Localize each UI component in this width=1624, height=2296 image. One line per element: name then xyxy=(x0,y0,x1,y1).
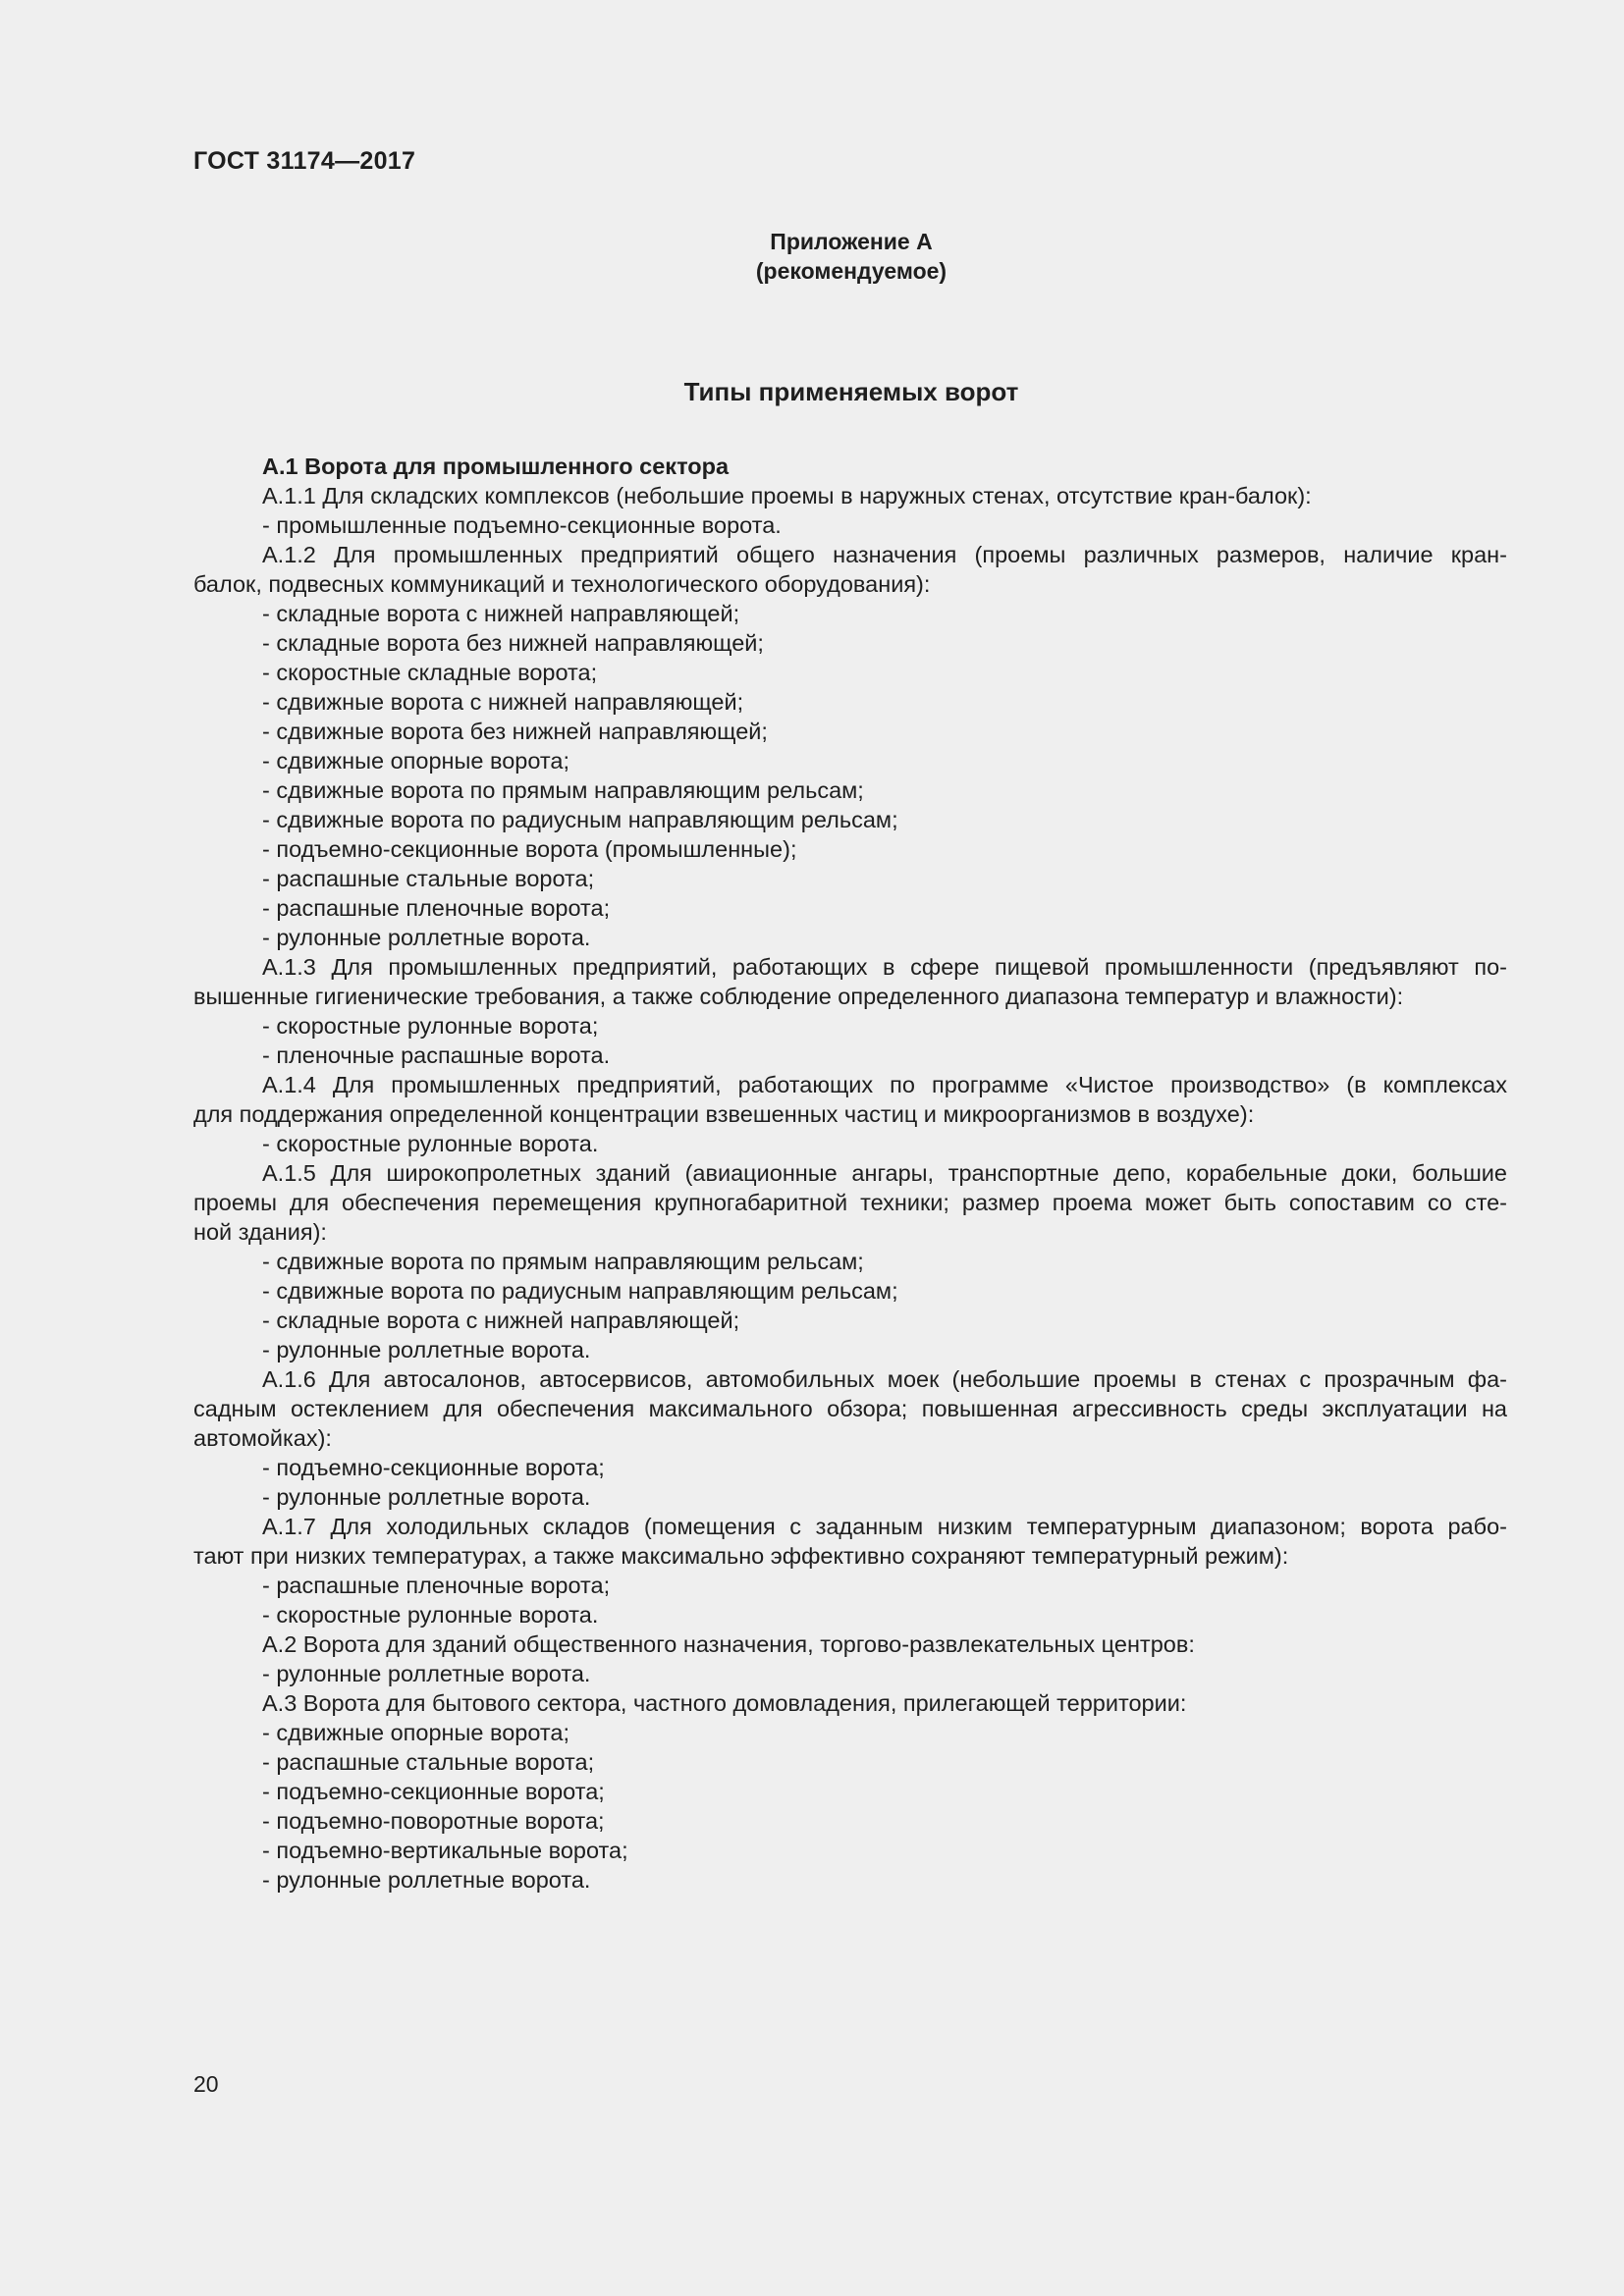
section-title: Типы применяемых ворот xyxy=(683,377,1019,406)
clause-a1-4-continuation: для поддержания определенной концентрации взвешенных частиц и микроорганизмов в воздухе): xyxy=(193,1101,1255,1127)
list-item: - рулонные роллетные ворота. xyxy=(262,1867,591,1893)
clause-a1-5-continuation: ной здания): xyxy=(193,1219,327,1245)
list-item: - скоростные рулонные ворота. xyxy=(262,1131,599,1156)
clause-a1-4: А.1.4 Для промышленных предприятий, работающих по программе «Чистое производство» (в комплексах xyxy=(262,1072,1507,1097)
list-item: - складные ворота с нижней направляющей; xyxy=(262,601,740,626)
list-item: - сдвижные ворота с нижней направляющей; xyxy=(262,689,744,715)
list-item: - сдвижные ворота без нижней направляющей; xyxy=(262,719,768,744)
list-item: - сдвижные ворота по радиусным направляющим рельсам; xyxy=(262,807,898,832)
list-item: - складные ворота с нижней направляющей; xyxy=(262,1308,740,1333)
clause-a2: А.2 Ворота для зданий общественного назначения, торгово-развлекательных центров: xyxy=(262,1631,1195,1657)
clause-a1-6: А.1.6 Для автосалонов, автосервисов, автомобильных моек (небольшие проемы в стенах с прозрачным фа- xyxy=(262,1366,1507,1392)
clause-a1-1: А.1.1 Для складских комплексов (небольшие проемы в наружных стенах, отсутствие кран-балок): xyxy=(262,483,1312,508)
clause-a1-2: А.1.2 Для промышленных предприятий общего назначения (проемы различных размеров, наличие кран- xyxy=(262,542,1507,567)
document-number: ГОСТ 31174—2017 xyxy=(193,147,416,175)
list-item: - подъемно-вертикальные ворота; xyxy=(262,1838,628,1863)
list-item: - рулонные роллетные ворота. xyxy=(262,1337,591,1362)
list-item: - промышленные подъемно-секционные ворота. xyxy=(262,512,782,538)
list-item: - сдвижные опорные ворота; xyxy=(262,748,570,774)
list-item: - сдвижные ворота по радиусным направляющим рельсам; xyxy=(262,1278,898,1304)
clause-a1-7-continuation: тают при низких температурах, а также максимально эффективно сохраняют температурный режим): xyxy=(193,1543,1289,1569)
list-item: - сдвижные ворота по прямым направляющим рельсам; xyxy=(262,777,864,803)
list-item: - распашные пленочные ворота; xyxy=(262,895,611,921)
list-item: - сдвижные ворота по прямым направляющим рельсам; xyxy=(262,1249,864,1274)
list-item: - пленочные распашные ворота. xyxy=(262,1042,611,1068)
list-item: - скоростные рулонные ворота; xyxy=(262,1013,599,1039)
list-item: - подъемно-секционные ворота (промышленные); xyxy=(262,836,797,862)
clause-a3: А.3 Ворота для бытового сектора, частного домовладения, прилегающей территории: xyxy=(262,1690,1187,1716)
list-item: - рулонные роллетные ворота. xyxy=(262,925,591,950)
list-item: - сдвижные опорные ворота; xyxy=(262,1720,570,1745)
clause-a1-5: А.1.5 Для широкопролетных зданий (авиационные ангары, транспортные депо, корабельные доки, большие xyxy=(262,1160,1507,1186)
list-item: - подъемно-секционные ворота; xyxy=(262,1779,605,1804)
list-item: - рулонные роллетные ворота. xyxy=(262,1484,591,1510)
clause-a1-6-continuation: садным остеклением для обеспечения максимального обзора; повышенная агрессивность среды эксплуатации на xyxy=(193,1396,1507,1421)
clause-a1-7: А.1.7 Для холодильных складов (помещения с заданным низким температурным диапазоном; ворота рабо- xyxy=(262,1514,1507,1539)
list-item: - распашные пленочные ворота; xyxy=(262,1573,611,1598)
list-item: - рулонные роллетные ворота. xyxy=(262,1661,591,1686)
appendix-status: (рекомендуемое) xyxy=(755,258,947,284)
clause-a1-3-continuation: вышенные гигиенические требования, а также соблюдение определенного диапазона температур и влажности): xyxy=(193,984,1404,1009)
subsection-heading-a1: А.1 Ворота для промышленного сектора xyxy=(262,454,730,479)
list-item: - складные ворота без нижней направляющей; xyxy=(262,630,764,656)
list-item: - распашные стальные ворота; xyxy=(262,1749,595,1775)
clause-a1-3: А.1.3 Для промышленных предприятий, работающих в сфере пищевой промышленности (предъявляют по- xyxy=(262,954,1507,980)
list-item: - подъемно-поворотные ворота; xyxy=(262,1808,605,1834)
list-item: - скоростные складные ворота; xyxy=(262,660,598,685)
page-number: 20 xyxy=(193,2071,219,2097)
list-item: - распашные стальные ворота; xyxy=(262,866,595,891)
list-item: - подъемно-секционные ворота; xyxy=(262,1455,605,1480)
clause-a1-6-continuation: автомойках): xyxy=(193,1425,332,1451)
document-body xyxy=(193,452,1507,1895)
clause-a1-2-continuation: балок, подвесных коммуникаций и технологического оборудования): xyxy=(193,571,931,597)
clause-a1-5-continuation: проемы для обеспечения перемещения крупногабаритной техники; размер проема может быть сопоставим со сте- xyxy=(193,1190,1507,1215)
list-item: - скоростные рулонные ворота. xyxy=(262,1602,599,1628)
appendix-title: Приложение А xyxy=(770,229,933,254)
